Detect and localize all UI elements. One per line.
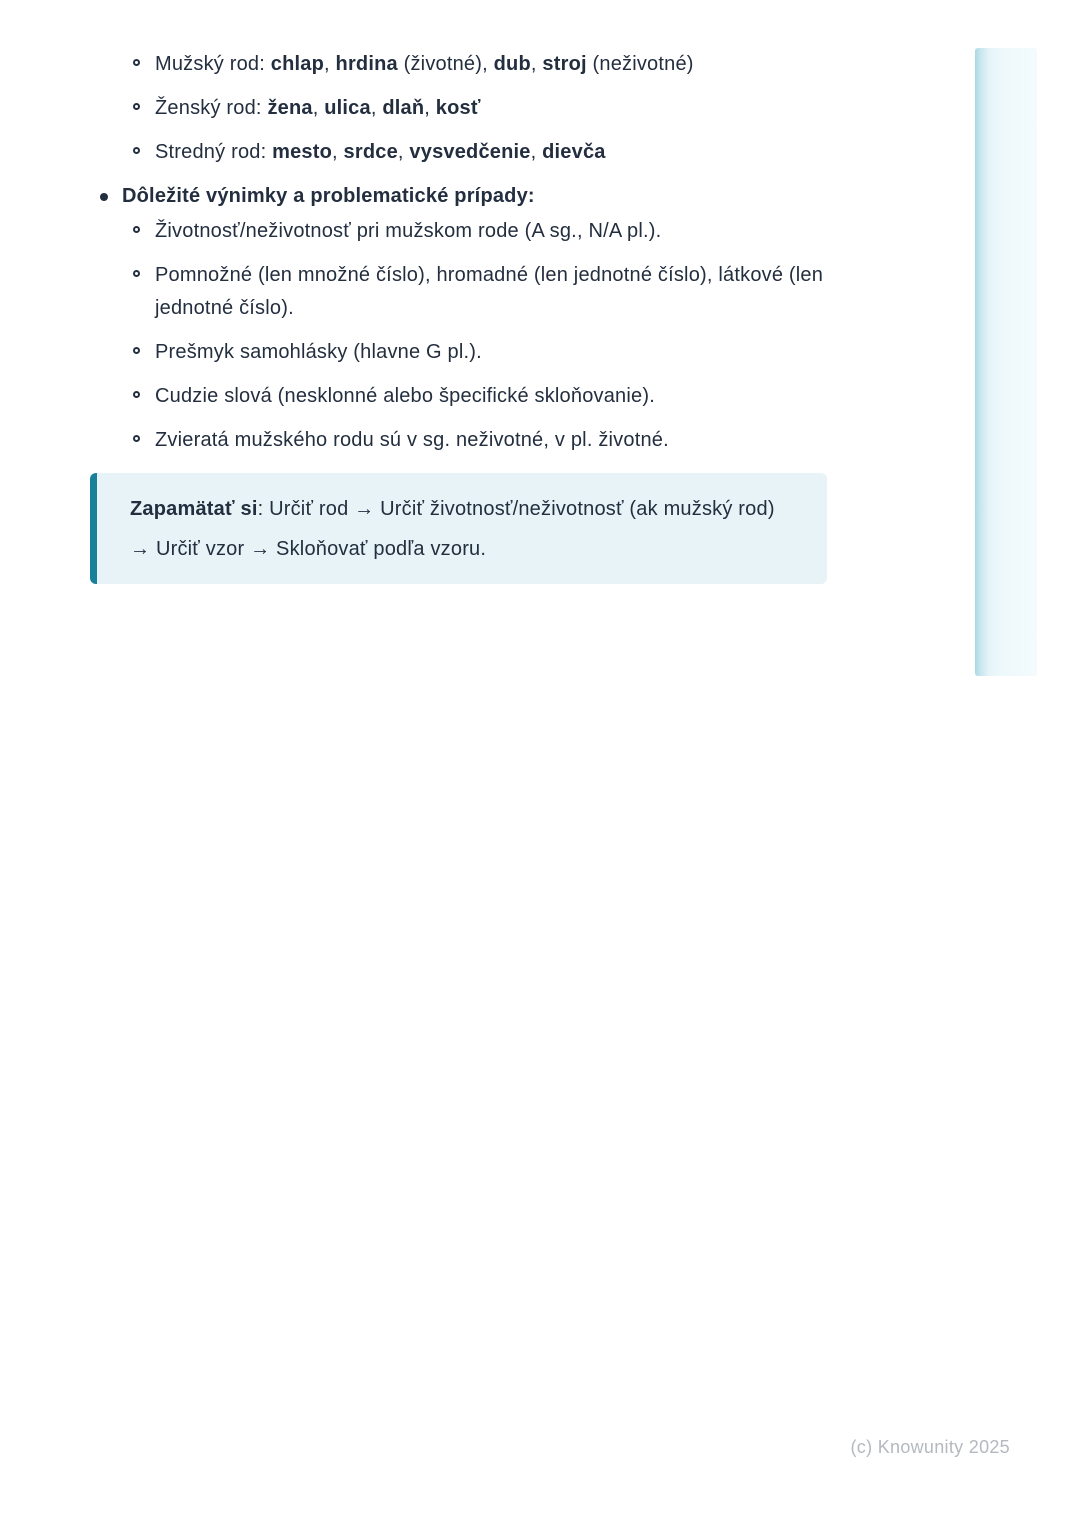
exceptions-heading-list [0, 180, 1080, 213]
list-item-exceptions-heading [0, 180, 860, 213]
circle-bullet-icon [133, 347, 140, 354]
remember-callout-text: Zapamätať si: Určiť rod → Určiť životnosť/neživotnosť (ak mužský rod) → Určiť vzor → Skloňovať podľa vzoru. [130, 498, 775, 560]
gender-examples-list [0, 48, 1080, 169]
list-item-text: Stredný rod: mesto, srdce, vysvedčenie, dievča [155, 141, 606, 163]
exceptions-list [0, 215, 1080, 457]
list-item-text: Cudzie slová (nesklonné alebo špecifické skloňovanie). [155, 385, 655, 407]
list-item-stredny-rod [0, 136, 830, 169]
list-item-text: Pomnožné (len množné číslo), hromadné (len jednotné číslo), látkové (len jednotné číslo). [155, 264, 824, 319]
circle-bullet-icon [133, 147, 140, 154]
disc-bullet-icon [100, 193, 108, 201]
circle-bullet-icon [133, 59, 140, 66]
circle-bullet-icon [133, 270, 140, 277]
list-item-muzsky-rod [0, 48, 830, 81]
list-item-text: Zvieratá mužského rodu sú v sg. neživotné, v pl. životné. [155, 429, 669, 451]
list-item-presmyk [0, 336, 830, 369]
list-item-pomnozne [0, 259, 830, 325]
circle-bullet-icon [133, 226, 140, 233]
list-item-text: Ženský rod: žena, ulica, dlaň, kosť [155, 97, 481, 119]
circle-bullet-icon [133, 103, 140, 110]
list-item-zvierata [0, 424, 830, 457]
remember-callout [90, 473, 827, 584]
list-item-text: Mužský rod: chlap, hrdina (životné), dub, stroj (neživotné) [155, 53, 694, 75]
page-edge-strip [975, 48, 1037, 676]
copyright-text: (c) Knowunity 2025 [850, 1437, 1010, 1457]
list-item-cudzie-slova [0, 380, 830, 413]
circle-bullet-icon [133, 391, 140, 398]
circle-bullet-icon [133, 435, 140, 442]
list-item-text: Prešmyk samohlásky (hlavne G pl.). [155, 341, 482, 363]
list-item-text: Životnosť/neživotnosť pri mužskom rode (A sg., N/A pl.). [155, 220, 662, 242]
document-page [0, 0, 1080, 584]
list-item-zivotnost [0, 215, 830, 248]
exceptions-heading-text: Dôležité výnimky a problematické prípady: [122, 185, 535, 207]
list-item-zensky-rod [0, 92, 830, 125]
